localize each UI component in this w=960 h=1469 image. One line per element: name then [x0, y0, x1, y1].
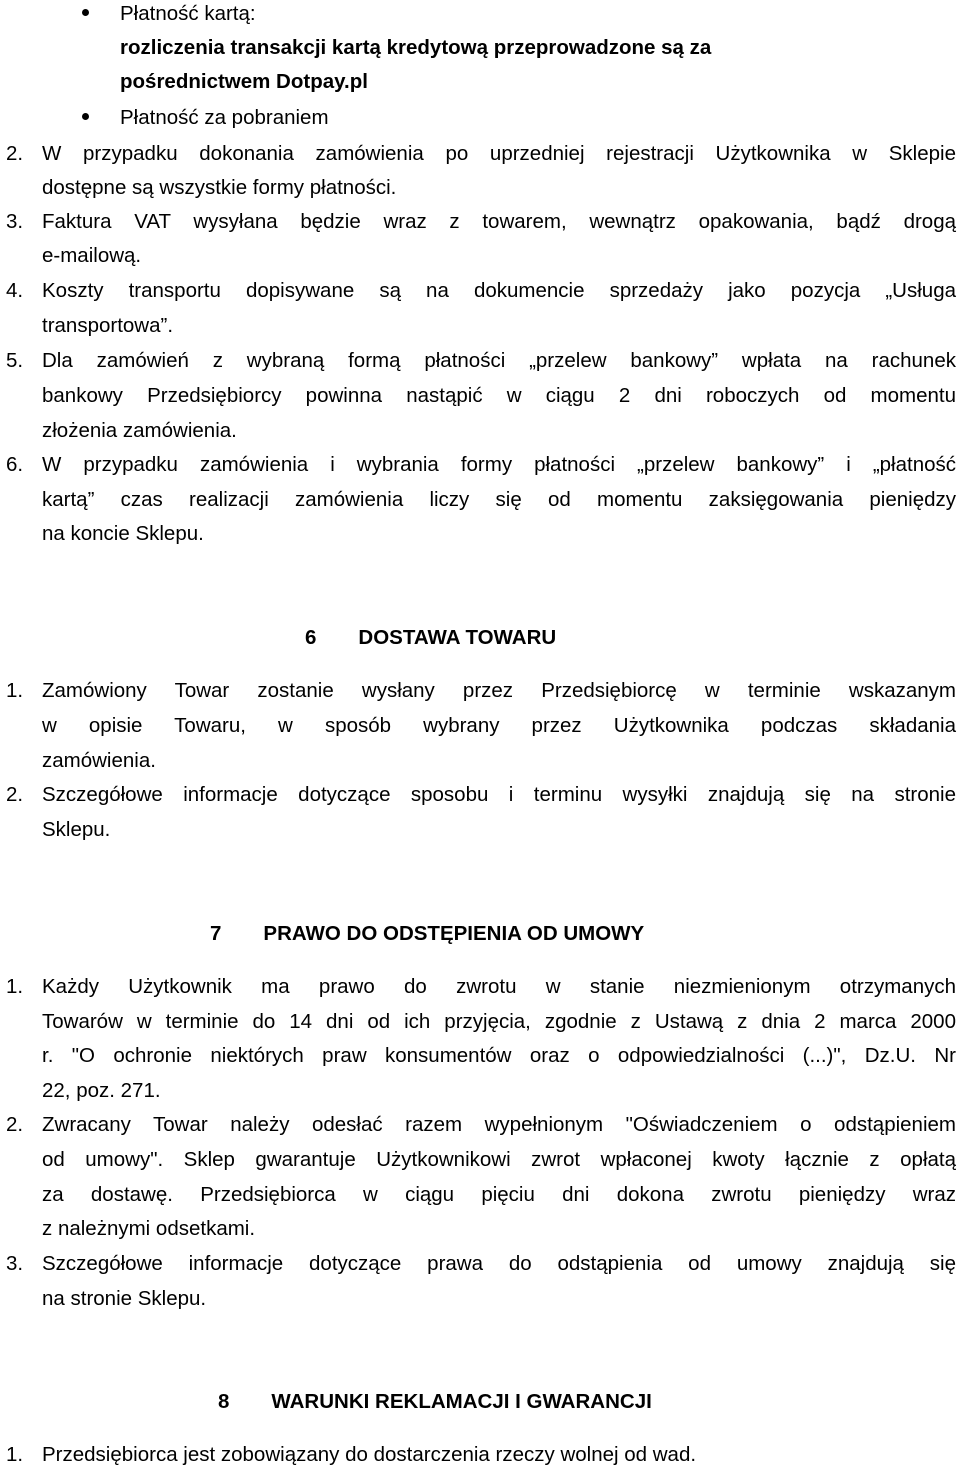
list-item-line: e-mailową. — [42, 244, 142, 267]
list-item-line: 22, poz. 271. — [42, 1079, 161, 1102]
section-title: PRAWO DO ODSTĘPIENIA OD UMOWY — [263, 922, 645, 945]
section-number: 8 — [218, 1390, 230, 1413]
list-item-line: złożenia zamówienia. — [42, 419, 237, 442]
list-item-number: 4. — [6, 279, 24, 302]
list-item-line: kartą” czas realizacji zamówienia liczy się od momentu zaksięgowania pieniędzy — [42, 488, 956, 511]
list-item-line: bankowy Przedsiębiorcy powinna nastąpić w ciągu 2 dni roboczych od momentu — [42, 384, 956, 407]
payment-card-label: Płatność kartą: — [120, 2, 256, 25]
list-item-line: z należnymi odsetkami. — [42, 1217, 256, 1240]
payment-cod-label: Płatność za pobraniem — [120, 106, 329, 129]
list-item-line: od umowy". Sklep gwarantuje Użytkownikowi zwrot wpłaconej kwoty łącznie z opłatą — [42, 1148, 956, 1171]
list-item-number: 3. — [6, 210, 24, 233]
section-heading-7 — [210, 924, 644, 945]
list-item-line: Sklepu. — [42, 818, 111, 841]
list-item-line: W przypadku dokonania zamówienia po uprzedniej rejestracji Użytkownika w Sklepie — [42, 142, 956, 165]
bullet-icon — [82, 113, 89, 120]
list-item-line: Przedsiębiorca jest zobowiązany do dostarczenia rzeczy wolnej od wad. — [42, 1443, 697, 1466]
payment-card-detail: rozliczenia transakcji kartą kredytową przeprowadzone są za — [120, 36, 712, 59]
list-item-number: 1. — [6, 975, 24, 998]
section-heading-6 — [305, 628, 556, 649]
list-item-number: 1. — [6, 1443, 24, 1466]
list-item-number: 6. — [6, 453, 24, 476]
list-item-line: zamówienia. — [42, 749, 156, 772]
list-item-line: w opisie Towaru, w sposób wybrany przez Użytkownika podczas składania — [42, 714, 956, 737]
list-item-line: r. "O ochronie niektórych praw konsumentów oraz o odpowiedzialności (...)", Dz.U. Nr — [42, 1044, 956, 1067]
list-item-line: na stronie Sklepu. — [42, 1287, 207, 1310]
list-item-number: 2. — [6, 1113, 24, 1136]
bullet-icon — [82, 9, 89, 16]
list-item-line: na koncie Sklepu. — [42, 522, 204, 545]
list-item-line: Zwracany Towar należy odesłać razem wypełnionym "Oświadczeniem o odstąpieniem — [42, 1113, 956, 1136]
list-item-line: dostępne są wszystkie formy płatności. — [42, 176, 397, 199]
section-title: DOSTAWA TOWARU — [358, 626, 557, 649]
list-item-line: W przypadku zamówienia i wybrania formy płatności „przelew bankowy” i „płatność — [42, 453, 956, 476]
list-item-line: Szczegółowe informacje dotyczące prawa do odstąpienia od umowy znajdują się — [42, 1252, 956, 1275]
list-item-line: Towarów w terminie do 14 dni od ich przyjęcia, zgodnie z Ustawą z dnia 2 marca 2000 — [42, 1010, 956, 1033]
list-item-number: 2. — [6, 142, 24, 165]
list-item-line: Każdy Użytkownik ma prawo do zwrotu w stanie niezmienionym otrzymanych — [42, 975, 956, 998]
payment-card-detail: pośrednictwem Dotpay.pl — [120, 70, 368, 93]
section-number: 7 — [210, 922, 222, 945]
list-item-line: Koszty transportu dopisywane są na dokumencie sprzedaży jako pozycja „Usługa — [42, 279, 956, 302]
list-item-number: 3. — [6, 1252, 24, 1275]
section-title: WARUNKI REKLAMACJI I GWARANCJI — [271, 1390, 652, 1413]
list-item-line: Dla zamówień z wybraną formą płatności „przelew bankowy” wpłata na rachunek — [42, 349, 956, 372]
section-number: 6 — [305, 626, 317, 649]
list-item-line: Faktura VAT wysyłana będzie wraz z towarem, wewnątrz opakowania, bądź drogą — [42, 210, 956, 233]
section-heading-8 — [218, 1392, 652, 1413]
list-item-line: za dostawę. Przedsiębiorca w ciągu pięciu dni dokona zwrotu pieniędzy wraz — [42, 1183, 956, 1206]
list-item-line: transportowa”. — [42, 314, 174, 337]
list-item-number: 5. — [6, 349, 24, 372]
list-item-line: Szczegółowe informacje dotyczące sposobu i terminu wysyłki znajdują się na stronie — [42, 783, 956, 806]
list-item-number: 1. — [6, 679, 24, 702]
list-item-line: Zamówiony Towar zostanie wysłany przez Przedsiębiorcę w terminie wskazanym — [42, 679, 956, 702]
list-item-number: 2. — [6, 783, 24, 806]
